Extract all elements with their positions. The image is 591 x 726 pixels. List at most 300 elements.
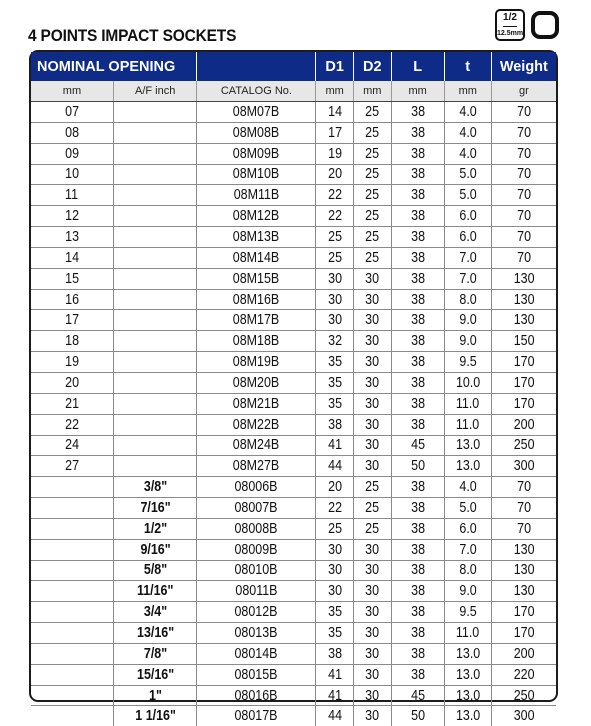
cell-catalog xyxy=(197,477,316,498)
cell-mm xyxy=(31,664,113,685)
cell-catalog-text: 08M21B xyxy=(233,395,280,412)
cell-d2 xyxy=(353,393,391,414)
cell-d1 xyxy=(316,331,354,352)
cell-t-text: 4.0 xyxy=(459,124,477,141)
cell-d1-text: 20 xyxy=(327,166,342,183)
table-body xyxy=(31,102,556,726)
cell-d1 xyxy=(316,456,354,477)
cell-d2-text: 30 xyxy=(365,374,380,391)
header-d1: D1 xyxy=(316,52,354,81)
cell-catalog-text: 08M19B xyxy=(233,354,280,371)
cell-af-inch xyxy=(113,227,197,248)
cell-d1-text: 35 xyxy=(327,604,342,621)
cell-l xyxy=(391,102,444,123)
cell-l xyxy=(391,539,444,560)
square-drive-icon xyxy=(531,11,559,39)
cell-d1 xyxy=(316,623,354,644)
cell-weight-text: 170 xyxy=(513,604,535,621)
cell-d1 xyxy=(316,143,354,164)
cell-d1 xyxy=(316,498,354,519)
cell-t xyxy=(444,560,491,581)
cell-af-inch xyxy=(113,602,197,623)
cell-l-text: 38 xyxy=(410,333,425,350)
cell-weight xyxy=(491,643,556,664)
cell-l-text: 38 xyxy=(410,103,425,120)
cell-d1 xyxy=(316,268,354,289)
cell-d1-text: 19 xyxy=(327,145,342,162)
cell-weight-text: 130 xyxy=(513,312,535,329)
cell-l xyxy=(391,372,444,393)
cell-t xyxy=(444,122,491,143)
cell-l xyxy=(391,227,444,248)
cell-l-text: 38 xyxy=(410,479,425,496)
cell-weight xyxy=(491,560,556,581)
cell-d2-text: 30 xyxy=(365,687,380,704)
cell-d2 xyxy=(353,206,391,227)
cell-d2-text: 30 xyxy=(365,416,380,433)
cell-t xyxy=(444,268,491,289)
cell-mm-text: 27 xyxy=(65,458,79,475)
cell-d2-text: 30 xyxy=(365,708,380,725)
cell-l xyxy=(391,143,444,164)
cell-mm xyxy=(31,289,113,310)
table-row xyxy=(31,539,556,560)
cell-d1 xyxy=(316,185,354,206)
cell-t-text: 13.0 xyxy=(455,708,480,725)
cell-l xyxy=(391,352,444,373)
cell-d1 xyxy=(316,518,354,539)
cell-catalog-text: 08007B xyxy=(234,499,278,516)
cell-catalog-text: 08M17B xyxy=(233,312,280,329)
cell-mm xyxy=(31,393,113,414)
cell-catalog xyxy=(197,352,316,373)
cell-mm-text: 20 xyxy=(65,374,79,391)
cell-l xyxy=(391,643,444,664)
cell-l-text: 38 xyxy=(410,499,425,516)
cell-t-text: 9.0 xyxy=(459,312,477,329)
cell-weight-text: 70 xyxy=(516,187,531,204)
table-row xyxy=(31,685,556,706)
cell-l xyxy=(391,310,444,331)
cell-l-text: 38 xyxy=(410,583,425,600)
cell-weight-text: 150 xyxy=(513,333,535,350)
cell-l xyxy=(391,122,444,143)
cell-d1 xyxy=(316,477,354,498)
cell-l xyxy=(391,164,444,185)
cell-catalog xyxy=(197,102,316,123)
cell-d1-text: 22 xyxy=(327,187,342,204)
cell-d1-text: 32 xyxy=(327,333,342,350)
cell-d2-text: 25 xyxy=(365,124,380,141)
cell-t xyxy=(444,643,491,664)
cell-af-inch-text: 7/8" xyxy=(143,645,167,662)
cell-mm-text: 15 xyxy=(65,270,79,287)
cell-catalog xyxy=(197,247,316,268)
cell-mm-text: 24 xyxy=(65,437,79,454)
cell-mm xyxy=(31,435,113,456)
cell-catalog xyxy=(197,206,316,227)
cell-l-text: 38 xyxy=(410,228,425,245)
cell-d2-text: 25 xyxy=(365,249,380,266)
cell-l xyxy=(391,393,444,414)
cell-catalog xyxy=(197,602,316,623)
cell-d2 xyxy=(353,539,391,560)
cell-l-text: 38 xyxy=(410,625,425,642)
cell-l-text: 38 xyxy=(410,291,425,308)
subheader-l-unit: mm xyxy=(391,81,444,102)
cell-mm xyxy=(31,581,113,602)
cell-t xyxy=(444,143,491,164)
cell-d2 xyxy=(353,518,391,539)
cell-d1 xyxy=(316,352,354,373)
cell-mm xyxy=(31,539,113,560)
cell-l xyxy=(391,268,444,289)
cell-weight xyxy=(491,164,556,185)
page-title: 4 POINTS IMPACT SOCKETS xyxy=(28,27,237,45)
cell-d2-text: 30 xyxy=(365,312,380,329)
cell-catalog xyxy=(197,560,316,581)
cell-catalog-text: 08M08B xyxy=(233,124,280,141)
cell-af-inch xyxy=(113,102,197,123)
table-row xyxy=(31,268,556,289)
cell-mm xyxy=(31,331,113,352)
cell-af-inch xyxy=(113,185,197,206)
cell-l-text: 38 xyxy=(410,249,425,266)
cell-d2-text: 30 xyxy=(365,583,380,600)
cell-catalog xyxy=(197,310,316,331)
cell-weight xyxy=(491,602,556,623)
cell-l xyxy=(391,435,444,456)
cell-l-text: 38 xyxy=(410,520,425,537)
table-row xyxy=(31,310,556,331)
cell-t xyxy=(444,247,491,268)
cell-mm-text: 13 xyxy=(65,228,79,245)
cell-d1-text: 17 xyxy=(327,124,342,141)
cell-catalog-text: 08M22B xyxy=(233,416,280,433)
cell-d2 xyxy=(353,602,391,623)
cell-mm-text: 11 xyxy=(65,187,79,204)
cell-d2 xyxy=(353,623,391,644)
cell-mm-text: 12 xyxy=(65,208,79,225)
cell-weight xyxy=(491,581,556,602)
cell-mm xyxy=(31,164,113,185)
cell-catalog-text: 08M11B xyxy=(233,187,280,204)
cell-l xyxy=(391,602,444,623)
cell-catalog-text: 08M14B xyxy=(233,249,280,266)
cell-t xyxy=(444,435,491,456)
cell-mm xyxy=(31,685,113,706)
cell-l-text: 38 xyxy=(410,166,425,183)
cell-weight-text: 70 xyxy=(516,208,531,225)
cell-l-text: 38 xyxy=(410,124,425,141)
cell-catalog-text: 08M10B xyxy=(233,166,280,183)
cell-weight xyxy=(491,206,556,227)
table-row xyxy=(31,185,556,206)
table-row xyxy=(31,102,556,123)
cell-catalog xyxy=(197,164,316,185)
cell-d2-text: 25 xyxy=(365,208,380,225)
cell-d2 xyxy=(353,331,391,352)
cell-mm-text: 09 xyxy=(65,145,79,162)
cell-weight-text: 70 xyxy=(516,499,531,516)
cell-weight xyxy=(491,122,556,143)
cell-catalog xyxy=(197,289,316,310)
subheader-af-inch: A/F inch xyxy=(113,81,197,102)
subheader-d1-unit: mm xyxy=(316,81,354,102)
cell-d2 xyxy=(353,372,391,393)
cell-d1-text: 41 xyxy=(327,687,342,704)
cell-weight xyxy=(491,414,556,435)
cell-weight xyxy=(491,623,556,644)
cell-t xyxy=(444,164,491,185)
cell-t xyxy=(444,310,491,331)
cell-d2-text: 25 xyxy=(365,166,380,183)
cell-t xyxy=(444,227,491,248)
cell-d2 xyxy=(353,414,391,435)
cell-mm xyxy=(31,518,113,539)
cell-af-inch xyxy=(113,372,197,393)
cell-mm xyxy=(31,706,113,726)
cell-mm xyxy=(31,206,113,227)
cell-catalog xyxy=(197,498,316,519)
cell-weight xyxy=(491,498,556,519)
cell-af-inch xyxy=(113,623,197,644)
cell-d1 xyxy=(316,664,354,685)
cell-d2-text: 25 xyxy=(365,499,380,516)
cell-weight-text: 130 xyxy=(513,562,535,579)
cell-catalog xyxy=(197,518,316,539)
cell-d1-text: 41 xyxy=(327,437,342,454)
cell-catalog xyxy=(197,143,316,164)
cell-t-text: 4.0 xyxy=(459,145,477,162)
cell-d2 xyxy=(353,456,391,477)
cell-d2 xyxy=(353,268,391,289)
cell-weight-text: 300 xyxy=(513,458,535,475)
cell-af-inch-text: 1 1/16" xyxy=(134,708,176,725)
cell-weight-text: 70 xyxy=(516,145,531,162)
cell-d1-text: 30 xyxy=(327,583,342,600)
cell-mm xyxy=(31,560,113,581)
cell-weight-text: 250 xyxy=(513,437,535,454)
cell-d2 xyxy=(353,102,391,123)
cell-d2-text: 30 xyxy=(365,270,380,287)
cell-l xyxy=(391,331,444,352)
sockets-table xyxy=(29,50,558,725)
table-row xyxy=(31,456,556,477)
cell-catalog xyxy=(197,331,316,352)
cell-catalog xyxy=(197,685,316,706)
cell-weight xyxy=(491,685,556,706)
cell-d1-text: 35 xyxy=(327,625,342,642)
cell-mm xyxy=(31,602,113,623)
cell-af-inch xyxy=(113,289,197,310)
cell-d2 xyxy=(353,247,391,268)
cell-t-text: 13.0 xyxy=(455,645,480,662)
cell-weight xyxy=(491,185,556,206)
cell-t xyxy=(444,664,491,685)
cell-weight xyxy=(491,518,556,539)
cell-catalog-text: 08017B xyxy=(234,708,278,725)
cell-t-text: 8.0 xyxy=(459,291,477,308)
cell-t-text: 9.0 xyxy=(459,333,477,350)
cell-d2 xyxy=(353,581,391,602)
cell-t xyxy=(444,414,491,435)
cell-af-inch xyxy=(113,310,197,331)
cell-d1 xyxy=(316,602,354,623)
cell-catalog xyxy=(197,372,316,393)
cell-weight xyxy=(491,393,556,414)
cell-mm xyxy=(31,414,113,435)
cell-weight xyxy=(491,372,556,393)
cell-weight-text: 130 xyxy=(513,541,535,558)
cell-mm xyxy=(31,122,113,143)
cell-d2-text: 30 xyxy=(365,333,380,350)
cell-af-inch xyxy=(113,560,197,581)
cell-weight xyxy=(491,352,556,373)
cell-t-text: 6.0 xyxy=(459,208,477,225)
cell-af-inch xyxy=(113,664,197,685)
cell-d1 xyxy=(316,247,354,268)
cell-af-inch xyxy=(113,539,197,560)
cell-weight-text: 200 xyxy=(513,416,535,433)
cell-mm xyxy=(31,310,113,331)
cell-l xyxy=(391,518,444,539)
cell-l xyxy=(391,206,444,227)
cell-weight xyxy=(491,664,556,685)
cell-d1 xyxy=(316,643,354,664)
cell-af-inch xyxy=(113,206,197,227)
cell-l xyxy=(391,685,444,706)
cell-l-text: 38 xyxy=(410,187,425,204)
cell-d2-text: 30 xyxy=(365,541,380,558)
cell-d1-text: 20 xyxy=(327,479,342,496)
cell-l-text: 38 xyxy=(410,395,425,412)
cell-d1 xyxy=(316,289,354,310)
table-row xyxy=(31,331,556,352)
cell-af-inch xyxy=(113,268,197,289)
cell-af-inch xyxy=(113,456,197,477)
cell-catalog xyxy=(197,227,316,248)
cell-d1 xyxy=(316,435,354,456)
cell-mm xyxy=(31,643,113,664)
cell-t xyxy=(444,685,491,706)
cell-af-inch-text: 3/8" xyxy=(143,479,167,496)
cell-d1-text: 25 xyxy=(327,228,342,245)
cell-d2-text: 30 xyxy=(365,458,380,475)
cell-t xyxy=(444,102,491,123)
cell-l-text: 38 xyxy=(410,541,425,558)
cell-l xyxy=(391,456,444,477)
cell-catalog-text: 08M16B xyxy=(233,291,280,308)
cell-d2-text: 30 xyxy=(365,645,380,662)
cell-mm xyxy=(31,247,113,268)
cell-weight-text: 170 xyxy=(513,374,535,391)
cell-catalog xyxy=(197,393,316,414)
cell-l xyxy=(391,247,444,268)
cell-af-inch xyxy=(113,352,197,373)
cell-mm xyxy=(31,143,113,164)
cell-af-inch xyxy=(113,435,197,456)
cell-d2-text: 30 xyxy=(365,666,380,683)
half-inch-drive-icon xyxy=(495,9,525,41)
cell-af-inch xyxy=(113,122,197,143)
table-row xyxy=(31,414,556,435)
header-l: L xyxy=(391,52,444,81)
cell-d1 xyxy=(316,414,354,435)
cell-catalog xyxy=(197,623,316,644)
cell-t xyxy=(444,539,491,560)
cell-mm-text: 21 xyxy=(65,395,79,412)
cell-af-inch-text: 9/16" xyxy=(140,541,171,558)
header-t: t xyxy=(444,52,491,81)
cell-t xyxy=(444,602,491,623)
cell-weight xyxy=(491,143,556,164)
cell-mm-text: 07 xyxy=(65,103,79,120)
cell-mm xyxy=(31,477,113,498)
table-row xyxy=(31,372,556,393)
cell-d1-text: 14 xyxy=(327,103,342,120)
cell-t xyxy=(444,393,491,414)
header-row xyxy=(31,52,556,81)
cell-catalog xyxy=(197,581,316,602)
cell-weight-text: 70 xyxy=(516,124,531,141)
cell-l-text: 38 xyxy=(410,604,425,621)
cell-d1-text: 44 xyxy=(327,708,342,725)
cell-d1-text: 30 xyxy=(327,541,342,558)
cell-l-text: 38 xyxy=(410,374,425,391)
cell-mm xyxy=(31,227,113,248)
cell-l-text: 38 xyxy=(410,270,425,287)
cell-d2-text: 25 xyxy=(365,145,380,162)
cell-af-inch-text: 5/8" xyxy=(143,562,167,579)
cell-mm-text: 22 xyxy=(65,416,79,433)
cell-d1-text: 30 xyxy=(327,270,342,287)
cell-mm-text: 10 xyxy=(65,166,79,183)
cell-d2-text: 25 xyxy=(365,479,380,496)
cell-t xyxy=(444,352,491,373)
cell-catalog-text: 08M20B xyxy=(233,374,280,391)
cell-weight xyxy=(491,247,556,268)
cell-d2-text: 30 xyxy=(365,395,380,412)
cell-t xyxy=(444,623,491,644)
cell-t-text: 13.0 xyxy=(455,687,480,704)
cell-mm xyxy=(31,623,113,644)
cell-d2-text: 25 xyxy=(365,228,380,245)
cell-mm xyxy=(31,352,113,373)
table-row xyxy=(31,247,556,268)
cell-catalog-text: 08013B xyxy=(234,625,278,642)
table-row xyxy=(31,289,556,310)
cell-af-inch xyxy=(113,581,197,602)
cell-t-text: 8.0 xyxy=(459,562,477,579)
cell-d2 xyxy=(353,352,391,373)
cell-t-text: 10.0 xyxy=(455,374,480,391)
cell-l-text: 38 xyxy=(410,645,425,662)
cell-af-inch xyxy=(113,164,197,185)
cell-t-text: 9.0 xyxy=(459,583,477,600)
cell-mm xyxy=(31,102,113,123)
cell-t-text: 7.0 xyxy=(459,270,477,287)
cell-d1 xyxy=(316,706,354,726)
cell-af-inch xyxy=(113,247,197,268)
table-row xyxy=(31,435,556,456)
cell-d2-text: 30 xyxy=(365,437,380,454)
cell-d1-text: 25 xyxy=(327,249,342,266)
cell-d2 xyxy=(353,664,391,685)
cell-t xyxy=(444,706,491,726)
cell-mm-text: 17 xyxy=(65,312,79,329)
cell-l xyxy=(391,477,444,498)
